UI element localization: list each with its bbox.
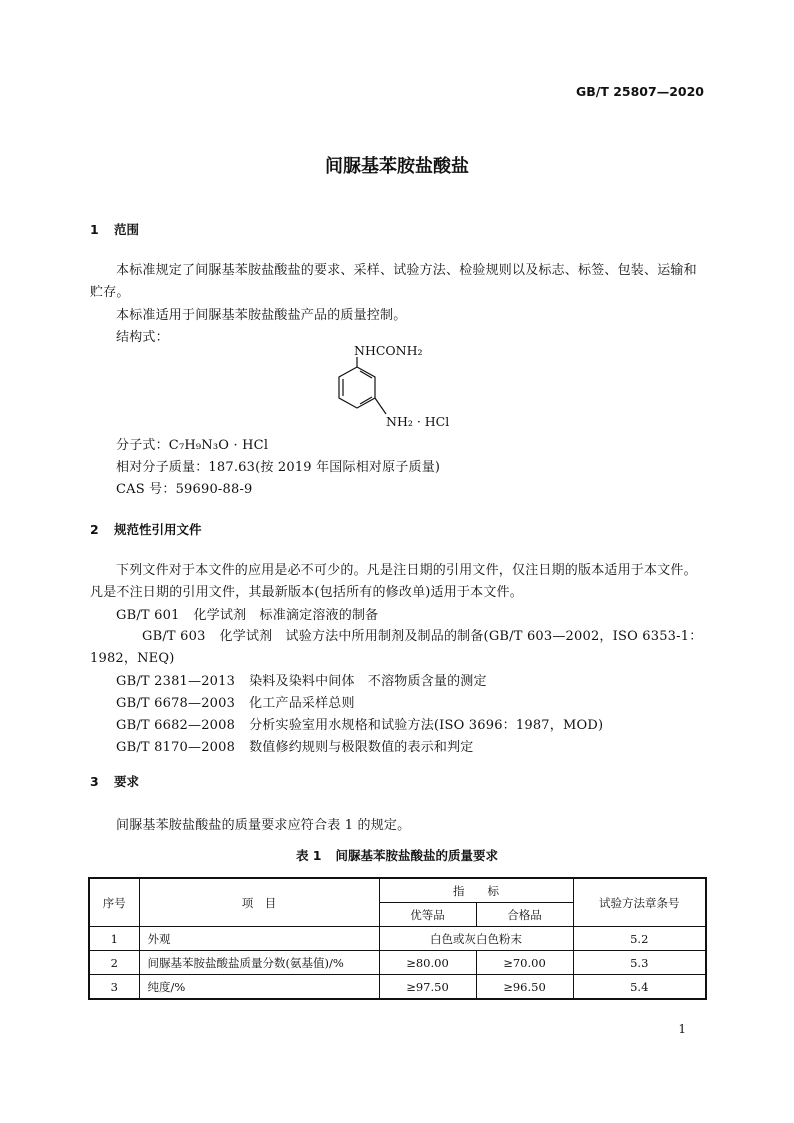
table-row <box>89 975 706 1000</box>
header-seq: 序号 <box>89 878 139 927</box>
reference-code: GB/T 6678—2003 <box>116 696 236 711</box>
table-caption-title: 间脲基苯胺盐酸盐的质量要求 <box>335 848 499 863</box>
section-number: 1 <box>90 222 99 237</box>
reference-item <box>116 670 487 689</box>
table-header-row <box>89 878 706 903</box>
scope-paragraph-1: 本标准规定了间脲基苯胺盐酸盐的要求、采样、试验方法、检验规则以及标志、标签、包装、运输和贮存。 <box>90 263 697 300</box>
cell-method: 5.4 <box>573 975 706 1000</box>
cell-seq: 3 <box>89 975 139 1000</box>
reference-title: 染料及染料中间体 不溶物质含量的测定 <box>249 674 487 689</box>
reference-title: 数值修约规则与极限数值的表示和判定 <box>249 740 474 755</box>
cell-seq: 2 <box>89 951 139 975</box>
reference-title: 分析实验室用水规格和试验方法(ISO 3696：1987，MOD) <box>249 718 604 733</box>
section-title: 范围 <box>114 222 140 237</box>
benzene-ring <box>339 357 386 414</box>
table-caption-label: 表 1 <box>295 848 322 863</box>
cell-method: 5.3 <box>573 951 706 975</box>
section-number: 2 <box>90 522 99 537</box>
quality-requirements-table <box>88 877 707 1000</box>
structure-bottom-group: NH₂ · HCl <box>386 414 450 429</box>
cell-superior: ≥80.00 <box>379 951 476 975</box>
section-title: 要求 <box>114 774 140 789</box>
requirements-paragraph: 间脲基苯胺盐酸盐的质量要求应符合表 1 的规定。 <box>116 818 411 833</box>
cell-item: 纯度/% <box>139 975 379 1000</box>
header-item: 项 目 <box>139 878 379 927</box>
reference-code: GB/T 2381—2013 <box>116 674 236 689</box>
reference-title: 化工产品采样总则 <box>249 696 355 711</box>
molar-mass: 相对分子质量：187.63(按 2019 年国际相对原子质量) <box>116 460 441 475</box>
reference-code: GB/T 8170—2008 <box>116 740 236 755</box>
section-3-heading <box>90 772 139 790</box>
reference-item <box>116 714 603 733</box>
bottom-bond <box>375 398 386 414</box>
table-row <box>89 951 706 975</box>
cell-merged-value: 白色或灰白色粉末 <box>379 927 573 951</box>
section-title: 规范性引用文件 <box>114 522 202 537</box>
reference-item <box>116 736 474 755</box>
cas-number: CAS 号：59690-88-9 <box>116 482 253 497</box>
page-number: 1 <box>678 1022 686 1036</box>
reference-item <box>116 604 378 623</box>
cell-superior: ≥97.50 <box>379 975 476 1000</box>
cell-qualified: ≥70.00 <box>476 951 573 975</box>
scope-paragraph-2: 本标准适用于间脲基苯胺盐酸盐产品的质量控制。 <box>116 308 407 323</box>
reference-code: GB/T 601 <box>116 608 180 623</box>
cell-item: 间脲基苯胺盐酸盐质量分数(氨基值)/% <box>139 951 379 975</box>
molecular-formula: 分子式：C₇H₉N₃O · HCl <box>116 438 269 453</box>
header-method: 试验方法章条号 <box>573 878 706 927</box>
standard-code: GB/T 25807—2020 <box>575 84 704 99</box>
cell-qualified: ≥96.50 <box>476 975 573 1000</box>
section-1-heading <box>90 220 139 238</box>
references-intro: 下列文件对于本文件的应用是必不可少的。凡是注日期的引用文件，仅注日期的版本适用于本文件。凡是不注日期的引用文件，其最新版本(包括所有的修改单)适用于本文件。 <box>90 563 697 600</box>
reference-code: GB/T 603 <box>142 629 206 644</box>
header-superior: 优等品 <box>379 903 476 927</box>
section-number: 3 <box>90 774 99 789</box>
reference-item <box>90 626 706 670</box>
section-2-heading <box>90 520 202 538</box>
cell-seq: 1 <box>89 927 139 951</box>
structural-formula-diagram <box>320 340 480 440</box>
reference-item <box>116 692 355 711</box>
structure-top-group: NHCONH₂ <box>354 343 423 358</box>
reference-title: 化学试剂 标准滴定溶液的制备 <box>193 608 379 623</box>
table-caption <box>0 846 794 864</box>
cell-item: 外观 <box>139 927 379 951</box>
structure-label: 结构式： <box>116 330 169 345</box>
reference-code: GB/T 6682—2008 <box>116 718 236 733</box>
document-title: 间脲基苯胺盐酸盐 <box>325 156 469 177</box>
header-index: 指 标 <box>379 878 573 903</box>
cell-method: 5.2 <box>573 927 706 951</box>
table-row <box>89 927 706 951</box>
header-qualified: 合格品 <box>476 903 573 927</box>
reference-title: 化学试剂 试验方法中所用制剂及制品的制备(GB/T 603—2002，ISO 6353-1：1982，NEQ) <box>90 629 703 666</box>
